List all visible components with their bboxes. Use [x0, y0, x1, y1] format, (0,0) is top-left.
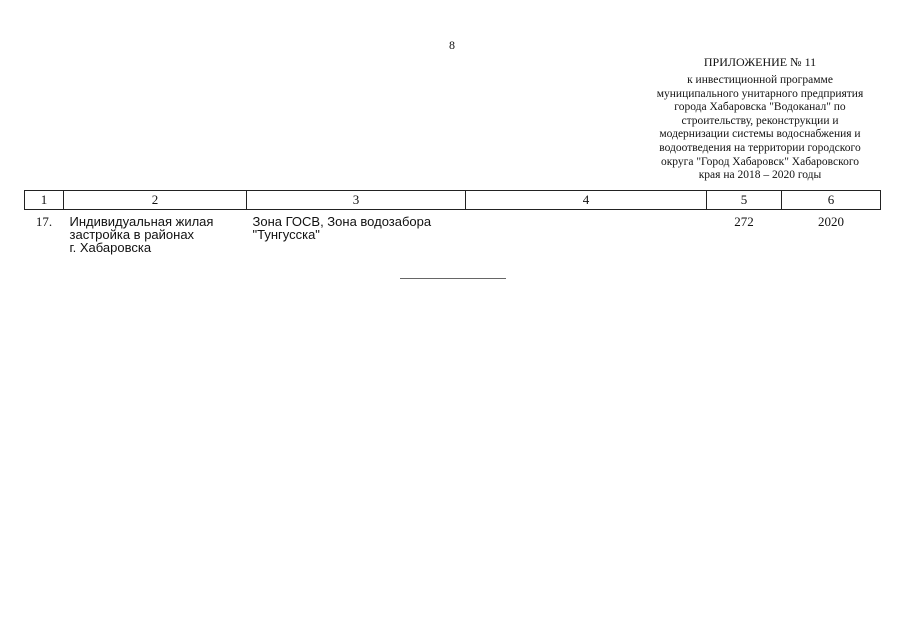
appendix-description-line: края на 2018 – 2020 годы [698, 169, 822, 182]
appendix-description-line: к инвестиционной программе [687, 74, 833, 86]
table-header-row [25, 191, 881, 210]
appendix-description-line: водоотведения на территории городского [659, 141, 861, 154]
column-header: 6 [782, 191, 881, 210]
column-header: 3 [247, 191, 466, 210]
column-header: 1 [25, 191, 64, 210]
column-6-cell: 2020 [818, 214, 844, 229]
row-number: 17. [35, 214, 53, 229]
column-header: 4 [466, 191, 707, 210]
investment-table [24, 190, 881, 254]
zone-line: Зона ГОСВ, Зона водозабора [252, 214, 432, 229]
zone-line: "Тунгусска" [252, 227, 320, 242]
column-4-cell [466, 210, 707, 255]
appendix-description-line: строительству, реконструкции и [681, 114, 839, 127]
column-5-cell: 272 [734, 214, 754, 229]
appendix-description-line: муниципального унитарного предприятия [656, 87, 864, 100]
end-divider [400, 278, 506, 279]
appendix-title: ПРИЛОЖЕНИЕ № 11 [703, 55, 817, 69]
appendix-description-line: модернизации системы водоснабжения и [659, 128, 861, 141]
appendix-description [620, 74, 900, 183]
zone-cell [247, 210, 466, 255]
page-number: 8 [449, 38, 455, 52]
object-name-cell [64, 210, 247, 255]
column-header: 2 [64, 191, 247, 210]
object-name-line: застройка в районах [69, 227, 195, 242]
object-name-line: г. Хабаровска [69, 240, 152, 255]
column-header: 5 [707, 191, 782, 210]
appendix-description-line: города Хабаровска "Водоканал" по [674, 101, 846, 114]
table-row [25, 210, 881, 255]
appendix-description-line: округа "Город Хабаровск" Хабаровского [660, 155, 860, 168]
object-name-line: Индивидуальная жилая [69, 214, 214, 229]
